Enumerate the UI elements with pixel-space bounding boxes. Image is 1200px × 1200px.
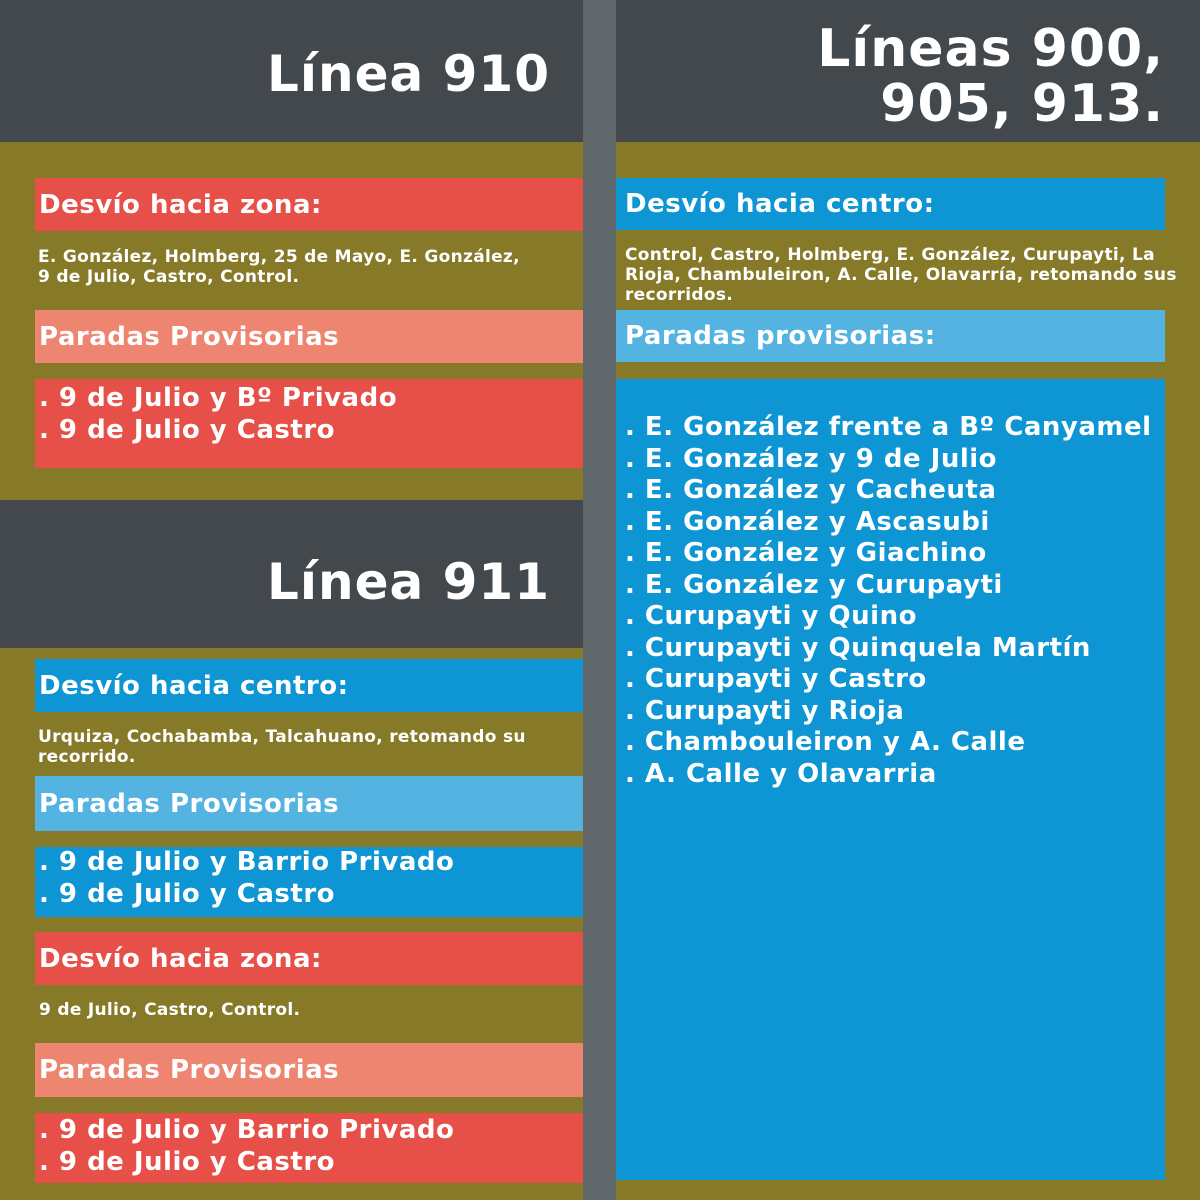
lineas-900-paradas-list xyxy=(621,412,1152,790)
linea-911-desvio-centro-text: Urquiza, Cochabamba, Talcahuano, retomando su recorrido. xyxy=(38,727,526,767)
linea-911-paradas-zona-list xyxy=(35,1115,454,1178)
linea-911-desvio-zona-text: 9 de Julio, Castro, Control. xyxy=(39,1000,301,1020)
list-item: . 9 de Julio y Castro xyxy=(39,878,336,909)
lineas-900-desvio-text: Control, Castro, Holmberg, E. González, Curupayti, La Rioja, Chambuleiron, A. Calle, Olavarría, retomando sus recorridos. xyxy=(625,245,1177,305)
list-item: . E. González y 9 de Julio xyxy=(625,443,998,474)
list-item: . Curupayti y Rioja xyxy=(625,695,905,726)
list-item: . E. González y Giachino xyxy=(625,538,987,568)
lineas-900-title-line2: 905, 913. xyxy=(880,73,1164,134)
list-item: . A. Calle y Olavarria xyxy=(625,758,937,789)
linea-911-paradas-zona-label: Paradas Provisorias xyxy=(35,1043,583,1097)
list-item: . Chambouleiron y A. Calle xyxy=(625,727,1026,757)
linea-911-desvio-centro-label: Desvío hacia centro: xyxy=(35,659,583,712)
list-item: . E. González y Ascasubi xyxy=(625,506,990,537)
linea-910-desvio-label: Desvío hacia zona: xyxy=(35,178,583,231)
list-item: . 9 de Julio y Castro xyxy=(39,414,336,445)
linea-911-desvio-zona-label: Desvío hacia zona: xyxy=(35,932,583,985)
lineas-900-paradas-label: Paradas provisorias: xyxy=(616,310,1165,362)
linea-910-paradas-list xyxy=(35,383,397,446)
list-item: . E. González y Cacheuta xyxy=(625,475,997,505)
linea-911-paradas-centro-list xyxy=(35,847,454,910)
lineas-900-title xyxy=(817,19,1164,134)
list-item: . 9 de Julio y Barrio Privado xyxy=(39,1115,455,1145)
lineas-900-title-line1: Líneas 900, xyxy=(817,19,1164,79)
linea-910-paradas-label: Paradas Provisorias xyxy=(35,310,583,363)
linea-910-title: Línea 910 xyxy=(266,45,550,103)
list-item: . E. González frente a Bº Canyamel xyxy=(625,412,1152,442)
linea-911-title: Línea 911 xyxy=(266,553,550,611)
linea-911-paradas-centro-label: Paradas Provisorias xyxy=(35,776,583,831)
linea-910-desvio-text: E. González, Holmberg, 25 de Mayo, E. González, 9 de Julio, Castro, Control. xyxy=(38,247,520,287)
list-item: . 9 de Julio y Bº Privado xyxy=(39,383,398,413)
list-item: . 9 de Julio y Barrio Privado xyxy=(39,847,455,877)
list-item: . 9 de Julio y Castro xyxy=(39,1146,336,1177)
list-item: . Curupayti y Quinquela Martín xyxy=(625,632,1091,663)
list-item: . Curupayti y Quino xyxy=(625,601,917,631)
list-item: . Curupayti y Castro xyxy=(625,664,927,694)
list-item: . E. González y Curupayti xyxy=(625,569,1003,600)
lineas-900-desvio-label: Desvío hacia centro: xyxy=(616,178,1165,230)
